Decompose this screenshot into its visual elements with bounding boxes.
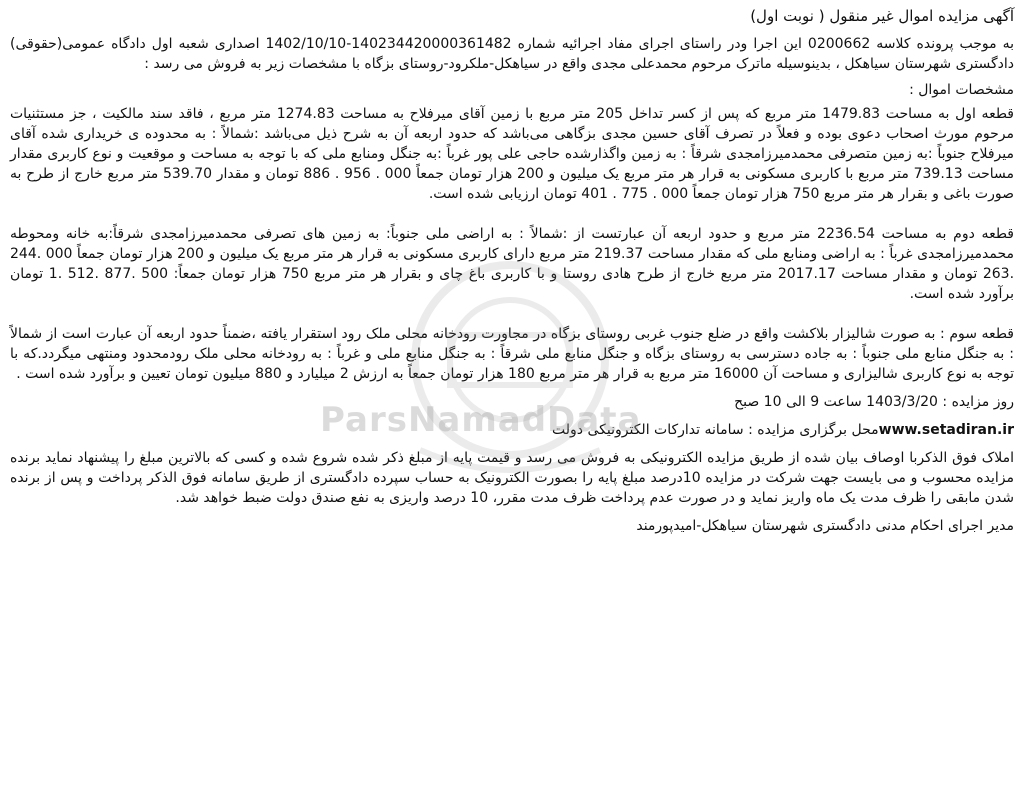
terms-paragraph: املاک فوق الذکربا اوصاف بیان شده از طریق مزایده الکترونیکی به فروش می رسد و قیمت پایه از مبلغ ذکر شده شروع شده و کسی که بالاترین مبلغ را پیشنهاد نماید برنده مزایده محسوب و می بایست جهت شرکت در مزایده 10درصد مبلغ پایه را بصورت الکترونیک به حساب سپرده دادگستری از طریق سامانه فوق الذکر پرداخت و پس از برنده شدن مابقی را ظرف مدت یک ماه واریز نماید و در صورت عدم پرداخت ظرف مدت مقرر، 10 درصد واریزی به نفع صندق دولت ضبط خواهد شد. (10, 450, 1014, 506)
auction-date-line: روز مزایده : 1403/3/20 ساعت 9 الی 10 صبح (734, 394, 1014, 410)
signature-line: مدیر اجرای احکام مدنی دادگستری شهرستان سیاهکل-امیدپورمند (636, 518, 1014, 534)
watermark-text: ParsNamadData (320, 400, 642, 440)
venue-text: محل برگزاری مزایده : سامانه تدارکات الکترونیکی دولت (552, 422, 879, 438)
intro-paragraph: به موجب پرونده کلاسه 0200662 این اجرا ودر راستای اجرای مفاد اجرائیه شماره 14023442000036148‌2-1402/10/10 اصداری شعبه اول دادگاه عمومی(حقوقی) دادگستری شهرستان سیاهکل ، بدینوسیله ماترک مرحوم محمدعلی مجدی واقع در سیاهکل-ملکرود-روستای بزگاه با مشخصات زیر به فروش می رسد : (10, 36, 1014, 72)
parcel-one-paragraph: قطعه اول به مساحت 1479.83 متر مربع که پس از کسر تداخل 205 متر مربع با زمین آقای میرفلاح به مساحت 1274.83 متر مربع ، فاقد سند مالکیت ، جز مستثنیات مرحوم مورث اصحاب دعوی بوده و فعلاً در تصرف آقای حسین مجدی بزگاهی می‌باشد که حدود اربعه آن به شرح ذیل می‌باشد :شمالاً : به محدوده ی خریداری شده آقای میرفلاح جنوباً :به زمین متصرفی محمدمیرزامجدی شرقاً : به زمین واگذارشده حاجی علی پور غرباً :به جنگل ومنابع ملی که با توجه به مساحت و موقعیت و نوع کاربری مقدار مساحت 739.13 متر مربع با کاربری مسکونی به قرار هر متر مربع یک میلیون و 200 هزار تومان جمعاً 000 . 956 . 886 تومان و مقدار 539.70 متر مربع خارج از طرح به صورت باغی و بقرار هر متر مربع 750 هزار تومان جمعاً 000 . 775 . 401 تومان ارزیابی شده است. (10, 106, 1014, 202)
venue-url[interactable]: www.setadiran.ir (878, 422, 1014, 438)
notice-title: آگهی مزایده اموال غیر منقول ( نوبت اول) (750, 7, 1014, 25)
parcel-two-paragraph: قطعه دوم به مساحت 2236.54 متر مربع و حدود اربعه آن عبارتست از :شمالاً : به اراضی ملی جنوباً: به زمین های تصرفی محمدمیرزامجدی شرقاً:به خانه ومحوطه محمدمیرزامجدی غرباً : به اراضی ومنابع ملی که مقدار مساحت 219.37 متر مربع دارای کاربری مسکونی به قرار هر متر مربع یک میلیون و 200 هزار تومان جمعاً 000 .244 .263 تومان و مقدار مساحت 2017.17 متر مربع خارج از طرح هادی روستا و با کاربری باغ چای و بقرار هر متر مربع 750 هزار تومان جمعاً: 500 .877 .512 .1 تومان برآورد شده است. (10, 226, 1015, 302)
parcel-three-paragraph: قطعه سوم : به صورت شالیزار بلاکشت واقع در ضلع جنوب غربی روستای بزگاه در مجاورت رودخانه محلی ملک رود استقرار یافته ،ضمناً حدود اربعه آن عبارت است از شمالاً : به جنگل منابع ملی جنوباً : به جاده دسترسی به روستای بزگاه و جنگل منابع ملی شرقاً : به جنگل منابع ملی و غرباً : به رودخانه محلی ملک رودمحدود ومنتهی میگردد.که با توجه به نوع کاربری شالیزاری و مساحت آن 16000 متر مربع به قرار هر متر مربع 180 هزار تومان جمعاً به ارزش 2 میلیارد و 880 میلیون تومان تعیین و برآورد شده است . (10, 326, 1014, 382)
specs-heading: مشخصات اموال : (909, 82, 1014, 98)
